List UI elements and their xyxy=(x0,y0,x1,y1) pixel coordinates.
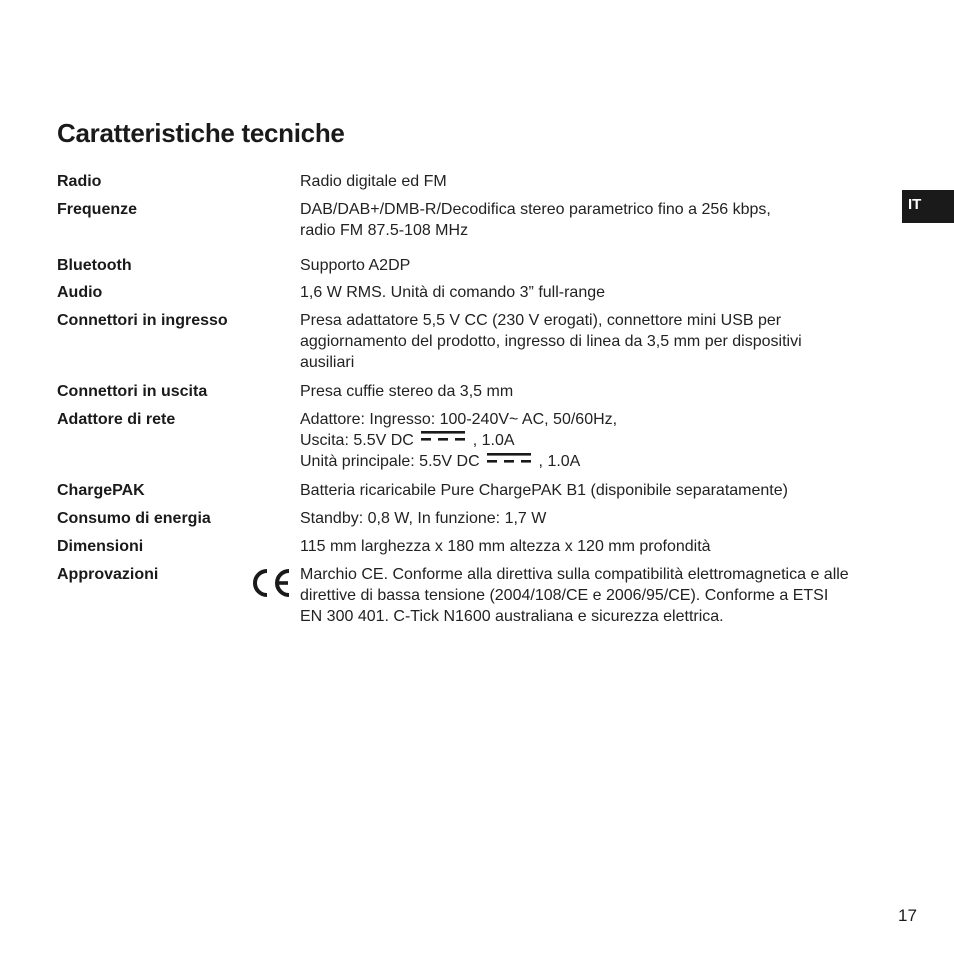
spec-value xyxy=(300,536,900,557)
spec-value xyxy=(300,508,900,529)
spec-value-line: ausiliari xyxy=(300,354,355,371)
spec-label: Consumo di energia xyxy=(57,510,211,527)
spec-value-line: DAB/DAB+/DMB-R/Decodifica stereo parametrico fino a 256 kbps, xyxy=(300,201,771,218)
spec-value-line: EN 300 401. C-Tick N1600 australiana e sicurezza elettrica. xyxy=(300,608,724,625)
main-prefix: Unità principale: 5.5V DC xyxy=(300,453,480,471)
spec-value xyxy=(300,255,900,276)
spec-value xyxy=(300,381,900,402)
ce-mark-icon xyxy=(249,566,293,600)
output-suffix: , 1.0A xyxy=(472,432,515,449)
spec-label: Connettori in uscita xyxy=(57,383,208,400)
spec-label: Radio xyxy=(57,173,102,190)
spec-value-line: Supporto A2DP xyxy=(300,257,411,274)
spec-label: Frequenze xyxy=(57,201,138,218)
output-prefix: Uscita: 5.5V DC xyxy=(300,432,414,449)
spec-value xyxy=(300,199,900,241)
spec-value-line: 115 mm larghezza x 180 mm altezza x 120 mm profondità xyxy=(300,538,711,555)
page-title: Caratteristiche tecniche xyxy=(57,118,345,148)
spec-value-line: direttive di bassa tensione (2004/108/CE e 2006/95/CE). Conforme a ETSI xyxy=(300,587,829,604)
main-suffix: , 1.0A xyxy=(538,453,581,471)
spec-value xyxy=(300,282,900,303)
spec-value xyxy=(300,564,900,627)
language-tab xyxy=(902,190,954,223)
spec-value-line: aggiornamento del prodotto, ingresso di linea da 3,5 mm per dispositivi xyxy=(300,333,802,350)
spec-label: Bluetooth xyxy=(57,257,132,274)
spec-value-line: Batteria ricaricabile Pure ChargePAK B1 (disponibile separatamente) xyxy=(300,482,788,499)
spec-value-line: radio FM 87.5-108 MHz xyxy=(300,222,469,239)
spec-value xyxy=(300,409,900,473)
spec-label: Dimensioni xyxy=(57,538,144,555)
spec-value xyxy=(300,310,900,373)
language-tab-label: IT xyxy=(908,196,922,213)
spec-value-line: Presa adattatore 5,5 V CC (230 V erogati), connettore mini USB per xyxy=(300,312,782,329)
spec-value xyxy=(300,480,900,501)
spec-value-line xyxy=(300,451,900,472)
page-number: 17 xyxy=(898,906,917,925)
spec-label: ChargePAK xyxy=(57,482,145,499)
spec-label: Connettori in ingresso xyxy=(57,312,228,329)
spec-value-line: Radio digitale ed FM xyxy=(300,173,447,190)
spec-value-line: Marchio CE. Conforme alla direttiva sulla compatibilità elettromagnetica e alle xyxy=(300,566,849,583)
spec-value-line: 1,6 W RMS. Unità di comando 3” full-range xyxy=(300,284,606,301)
spec-value xyxy=(300,171,900,192)
spec-value-line: Presa cuffie stereo da 3,5 mm xyxy=(300,383,514,400)
dc-current-icon xyxy=(421,428,465,449)
dc-current-icon xyxy=(487,450,531,471)
spec-value-line xyxy=(300,430,900,451)
spec-label: Approvazioni xyxy=(57,566,159,583)
spec-value-line: Adattore: Ingresso: 100-240V~ AC, 50/60Hz, xyxy=(300,411,618,428)
spec-label: Audio xyxy=(57,284,103,301)
spec-value-line: Standby: 0,8 W, In funzione: 1,7 W xyxy=(300,510,547,527)
spec-label: Adattore di rete xyxy=(57,411,176,428)
